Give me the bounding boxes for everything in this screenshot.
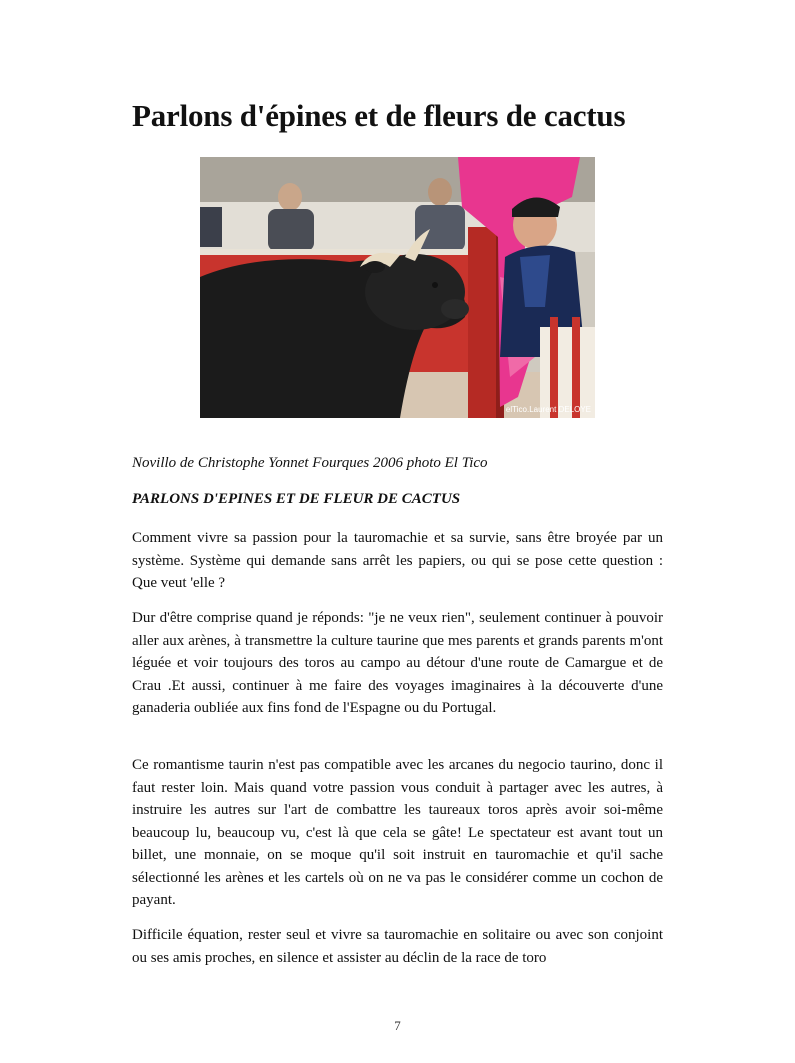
bullfight-photo-drawing: [200, 157, 595, 418]
paragraph: Dur d'être comprise quand je réponds: "je ne veux rien", seulement continuer à pouvoir aller aux arènes, à transmettre la culture taurine que mes parents et grands parents m'ont léguée et voir toujours des toros au campo au détour d'une route de Camargue et de Crau .Et aussi, continuer à me faire des voyages imaginaires à la découverte d'une ganaderia oubliée aux fins fond de l'Espagne ou du Portugal.: [132, 610, 663, 716]
page-title: Parlons d'épines et de fleurs de cactus: [132, 98, 626, 133]
photo-caption: Novillo de Christophe Yonnet Fourques 2006 photo El Tico: [132, 455, 488, 471]
paragraph: Comment vivre sa passion pour la tauromachie et sa survie, sans être broyée par un système. Système qui demande sans arrêt les papiers, ou qui se pose cette question : Que veut 'elle ?: [132, 530, 663, 591]
page-number: 7: [394, 1018, 401, 1033]
paragraph: Difficile équation, rester seul et vivre sa tauromachie en solitaire ou avec son conjoint ou ses amis proches, en silence et assister au déclin de la race de toro: [132, 927, 663, 966]
paragraph: Ce romantisme taurin n'est pas compatible avec les arcanes du negocio taurino, donc il faut rester loin. Mais quand votre passion vous conduit à partager avec les autres, à instruire les autres sur l'art de combattre les taureaux toros après avoir soi-même beaucoup lu, beaucoup vu, c'est là que cela se gâte! Le spectateur est avant tout un billet, une monnaie, on se moque qu'il soit instruit en tauromachie et qu'il sache sélectionné les arènes et les cartels où on ne va pas le considérer comme un cochon de payant.: [132, 757, 663, 908]
article-subtitle: PARLONS D'EPINES ET DE FLEUR DE CACTUS: [132, 491, 461, 507]
photo-credit: elTico.Laurent DELOYE: [505, 405, 591, 414]
bullfight-photo: [200, 157, 595, 418]
